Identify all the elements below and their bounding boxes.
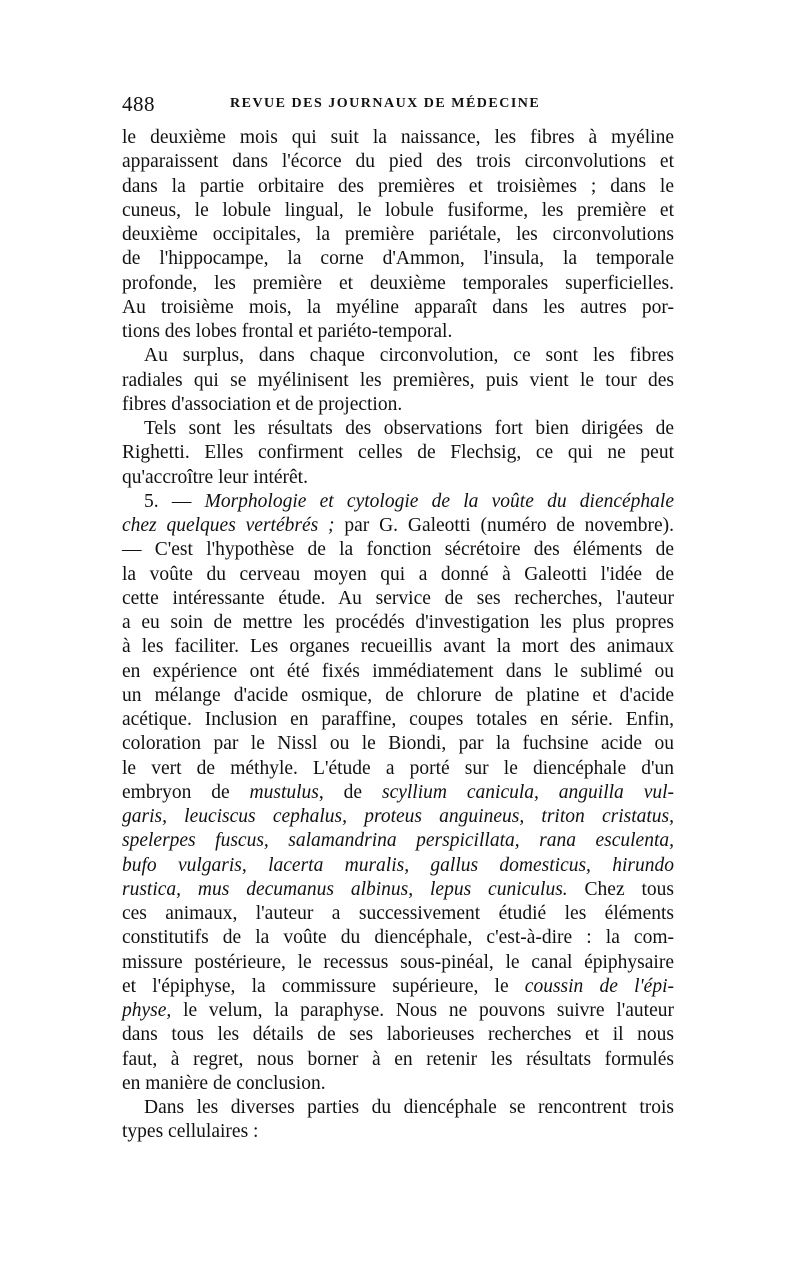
text-line (122, 1096, 674, 1120)
text-line (122, 611, 674, 635)
text-segment: dans tous les détails de ses laborieuses recherches et il nous (122, 1024, 674, 1046)
text-segment: acétique. Inclusion en paraffine, coupes totales en série. Enfin, (122, 709, 674, 730)
text-segment: en expérience ont été fixés immédiatement dans le sublimé ou (122, 660, 674, 682)
text-segment: radiales qui se myélinisent les premières, puis vient le tour des (122, 369, 674, 391)
text-segment: fibres d'association et de projection. (122, 393, 403, 415)
text-segment: coloration par le Nissl ou le Biondi, par la fuchsine acide ou (122, 733, 674, 755)
text-segment: en manière de conclusion. (122, 1072, 326, 1094)
text-segment: Au surplus, dans chaque circonvolution, ce sont les fibres (144, 345, 674, 367)
text-line (122, 344, 674, 368)
text-segment: et l'épiphyse, la commissure supérieure, le (122, 975, 525, 997)
text-line (122, 975, 674, 999)
text-segment: Dans les diverses parties du diencéphale se rencontrent trois (144, 1097, 674, 1118)
text-line (122, 369, 674, 393)
text-segment: deuxième occipitales, la première pariétale, les circonvolutions (122, 224, 674, 245)
text-line (122, 684, 674, 708)
text-line (122, 199, 674, 223)
italic-text: Morphologie et cytologie de la voûte du diencéphale (204, 490, 675, 512)
text-line (122, 1072, 674, 1096)
text-segment: Au troisième mois, la myéline apparaît dans les autres por- (122, 296, 674, 318)
italic-text: bufo vulgaris, lacerta muralis, gallus domesticus, hirundo (122, 854, 674, 876)
text-line (122, 805, 674, 829)
text-line (122, 563, 674, 587)
italic-text: coussin de l'épi- (524, 975, 674, 997)
text-line (122, 272, 674, 296)
text-segment: missure postérieure, le recessus sous-pinéal, le canal épiphysaire (122, 951, 674, 973)
text-line (122, 417, 674, 441)
text-segment: faut, à regret, nous borner à en retenir les résultats formulés (122, 1048, 674, 1070)
text-segment: tions des lobes frontal et pariéto-temporal. (122, 321, 453, 342)
text-line (122, 466, 674, 490)
text-segment: un mélange d'acide osmique, de chlorure de platine et d'acide (122, 684, 674, 706)
text-segment: la voûte du cerveau moyen qui a donné à Galeotti l'idée de (122, 563, 674, 585)
text-segment: par G. Galeotti (numéro de novembre). (334, 515, 674, 536)
text-line (122, 126, 674, 150)
italic-text: scyllium canicula, anguilla vul- (381, 781, 675, 803)
text-line (122, 587, 674, 611)
text-segment: 5. — (144, 490, 205, 512)
text-line (122, 150, 674, 174)
text-segment: le vert de méthyle. L'étude a porté sur le diencéphale d'un (122, 757, 674, 779)
text-line (122, 1023, 674, 1047)
text-line (122, 175, 674, 199)
text-segment: Tels sont les résultats des observations fort bien dirigées de (144, 418, 674, 439)
text-segment: qu'accroître leur intérêt. (122, 466, 308, 488)
text-line (122, 708, 674, 732)
text-segment: embryon de (122, 781, 250, 803)
text-line (122, 1120, 674, 1144)
text-segment: constitutifs de la voûte du diencéphale, c'est-à-dire : la com- (122, 927, 674, 949)
text-line (122, 781, 674, 805)
text-line (122, 951, 674, 975)
text-line (122, 829, 674, 853)
text-segment: profonde, les première et deuxième temporales superficielles. (122, 272, 674, 294)
running-title: REVUE DES JOURNAUX DE MÉDECINE (230, 96, 541, 111)
text-line (122, 902, 674, 926)
text-segment: à les faciliter. Les organes recueillis avant la mort des animaux (122, 636, 674, 658)
text-line (122, 878, 674, 902)
italic-text: mustulus (249, 781, 319, 803)
text-segment: de l'hippocampe, la corne d'Ammon, l'insula, la temporale (122, 248, 674, 270)
text-segment: types cellulaires : (122, 1121, 259, 1143)
text-segment: ces animaux, l'auteur a successivement étudié les éléments (122, 903, 674, 924)
text-line (122, 999, 674, 1023)
italic-text: spelerpes fuscus, salamandrina perspicillata, rana esculenta, (122, 830, 674, 852)
text-line (122, 635, 674, 659)
text-line (122, 441, 674, 465)
text-line (122, 538, 674, 562)
text-segment: cuneus, le lobule lingual, le lobule fusiforme, les première et (122, 199, 674, 221)
text-segment: dans la partie orbitaire des premières et troisièmes ; dans le (122, 175, 674, 197)
text-line (122, 732, 674, 756)
text-segment: — C'est l'hypothèse de la fonction sécrétoire des éléments de (122, 539, 674, 561)
italic-text: garis, leuciscus cephalus, proteus anguineus, triton cristatus, (122, 806, 674, 827)
text-segment: , de (318, 781, 382, 803)
text-line (122, 926, 674, 950)
text-line (122, 514, 674, 538)
text-segment: cette intéressante étude. Au service de ses recherches, l'auteur (122, 587, 674, 609)
text-segment: le velum, la paraphyse. Nous ne pouvons suivre l'auteur (171, 1000, 674, 1021)
text-segment: apparaissent dans l'écorce du pied des trois circonvolutions et (122, 151, 674, 173)
italic-text: rustica, mus decumanus albinus, lepus cuniculus. (122, 878, 568, 900)
italic-text: physe, (122, 1000, 172, 1021)
text-line (122, 320, 674, 344)
text-segment: Chez tous (567, 878, 675, 900)
text-segment: Righetti. Elles confirment celles de Flechsig, ce qui ne peut (122, 442, 674, 464)
page-header (122, 90, 674, 120)
text-line (122, 757, 674, 781)
text-line (122, 854, 674, 878)
text-line (122, 660, 674, 684)
text-line (122, 223, 674, 247)
text-line (122, 393, 674, 417)
italic-text: chez quelques vertébrés ; (122, 515, 335, 536)
text-line (122, 1048, 674, 1072)
text-line (122, 296, 674, 320)
text-line (122, 247, 674, 271)
page-number: 488 (122, 92, 155, 116)
text-line (122, 490, 674, 514)
text-segment: le deuxième mois qui suit la naissance, les fibres à myéline (122, 127, 674, 148)
text-segment: a eu soin de mettre les procédés d'investigation les plus propres (122, 612, 674, 633)
body-text (122, 126, 674, 1145)
